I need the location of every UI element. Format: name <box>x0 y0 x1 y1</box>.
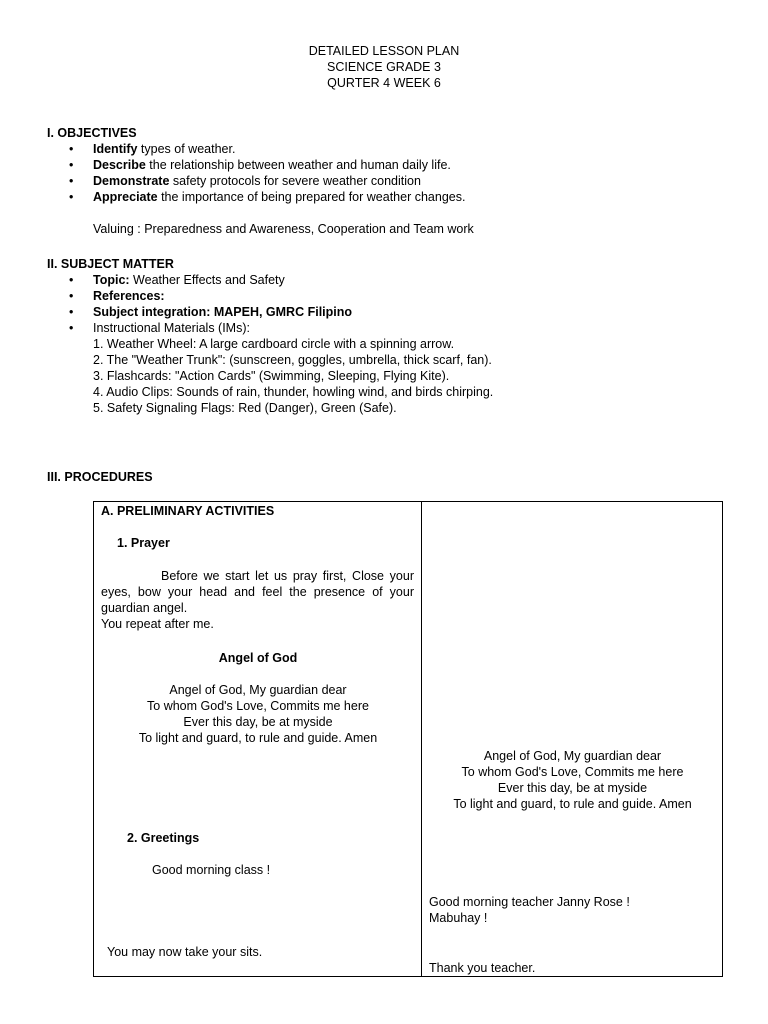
header-title: DETAILED LESSON PLAN <box>308 44 460 58</box>
objective-verb: Appreciate <box>93 190 158 204</box>
teacher-activity-cell <box>94 502 422 977</box>
objectives-list <box>47 141 727 205</box>
im-list-item: 3. Flashcards: "Action Cards" (Swimming, Sleeping, Flying Kite). <box>93 369 450 383</box>
pupil-activity-cell <box>422 502 723 977</box>
topic-label: Topic: <box>93 273 130 287</box>
prayer-verse: Angel of God, My guardian dear <box>483 749 662 763</box>
topic-item <box>47 272 727 288</box>
greeting-reply: Good morning teacher Janny Rose ! <box>429 895 630 909</box>
prayer-verse: Angel of God, My guardian dear <box>169 683 347 697</box>
subject-matter-list <box>47 272 727 336</box>
thank-you-reply: Thank you teacher. <box>429 961 536 975</box>
objectives-section <box>47 125 727 237</box>
ims-item <box>47 320 727 336</box>
prayer-title: 1. Prayer <box>117 536 170 550</box>
take-sits-instruction: You may now take your sits. <box>107 945 263 959</box>
teacher-prayer-verses <box>94 682 422 746</box>
subject-matter-section <box>47 256 727 416</box>
objective-verb: Demonstrate <box>93 174 170 188</box>
document-header <box>0 43 768 91</box>
valuing-line: Valuing : Preparedness and Awareness, Cooperation and Team work <box>93 222 474 236</box>
prayer-verse: To whom God's Love, Commits me here <box>147 699 369 713</box>
objectives-title: I. OBJECTIVES <box>47 126 137 140</box>
header-subject: SCIENCE GRADE 3 <box>327 60 441 74</box>
objective-text: the relationship between weather and human daily life. <box>145 158 451 172</box>
prayer-verse: To light and guard, to rule and guide. Amen <box>453 797 692 811</box>
im-list-item: 5. Safety Signaling Flags: Red (Danger), Green (Safe). <box>93 401 397 415</box>
header-quarter: QURTER 4 WEEK 6 <box>327 76 441 90</box>
repeat-instruction: You repeat after me. <box>101 617 214 631</box>
ims-label: Instructional Materials (IMs): <box>93 321 250 335</box>
prayer-verse: To light and guard, to rule and guide. Amen <box>138 731 378 745</box>
objective-item <box>47 141 727 157</box>
objective-verb: Describe <box>93 158 146 172</box>
references-label: References: <box>93 289 165 303</box>
prayer-verse: To whom God's Love, Commits me here <box>461 765 684 779</box>
prayer-verse: Ever this day, be at myside <box>183 715 333 729</box>
objective-item <box>47 189 727 205</box>
objective-verb: Identify <box>93 142 138 156</box>
objective-text: safety protocols for severe weather condition <box>169 174 421 188</box>
objective-item <box>47 173 727 189</box>
objective-text: types of weather. <box>137 142 236 156</box>
integration-text: Subject integration: MAPEH, GMRC Filipino <box>93 305 353 319</box>
procedures-title: III. PROCEDURES <box>47 470 153 484</box>
good-morning-class: Good morning class ! <box>152 863 271 877</box>
objective-item <box>47 157 727 173</box>
mabuhay-reply: Mabuhay ! <box>429 911 488 925</box>
im-list-item: 1. Weather Wheel: A large cardboard circle with a spinning arrow. <box>93 337 455 351</box>
greetings-title: 2. Greetings <box>127 831 200 845</box>
procedures-section <box>47 469 727 485</box>
procedures-table <box>93 501 723 977</box>
references-item <box>47 288 727 304</box>
angel-of-god-title: Angel of God <box>218 651 298 665</box>
topic-value: Weather Effects and Safety <box>129 273 285 287</box>
im-list-item: 4. Audio Clips: Sounds of rain, thunder, howling wind, and birds chirping. <box>93 385 494 399</box>
prayer-intro: Before we start let us pray first, Close your eyes, bow your head and feel the presence of your guardian angel. <box>101 569 414 615</box>
integration-item <box>47 304 727 320</box>
preliminary-heading: A. PRELIMINARY ACTIVITIES <box>101 504 275 518</box>
objective-text: the importance of being prepared for weather changes. <box>157 190 466 204</box>
subject-matter-title: II. SUBJECT MATTER <box>47 257 174 271</box>
im-list-item: 2. The "Weather Trunk": (sunscreen, goggles, umbrella, thick scarf, fan). <box>93 353 492 367</box>
pupil-prayer-verses <box>422 748 723 812</box>
prayer-verse: Ever this day, be at myside <box>497 781 648 795</box>
